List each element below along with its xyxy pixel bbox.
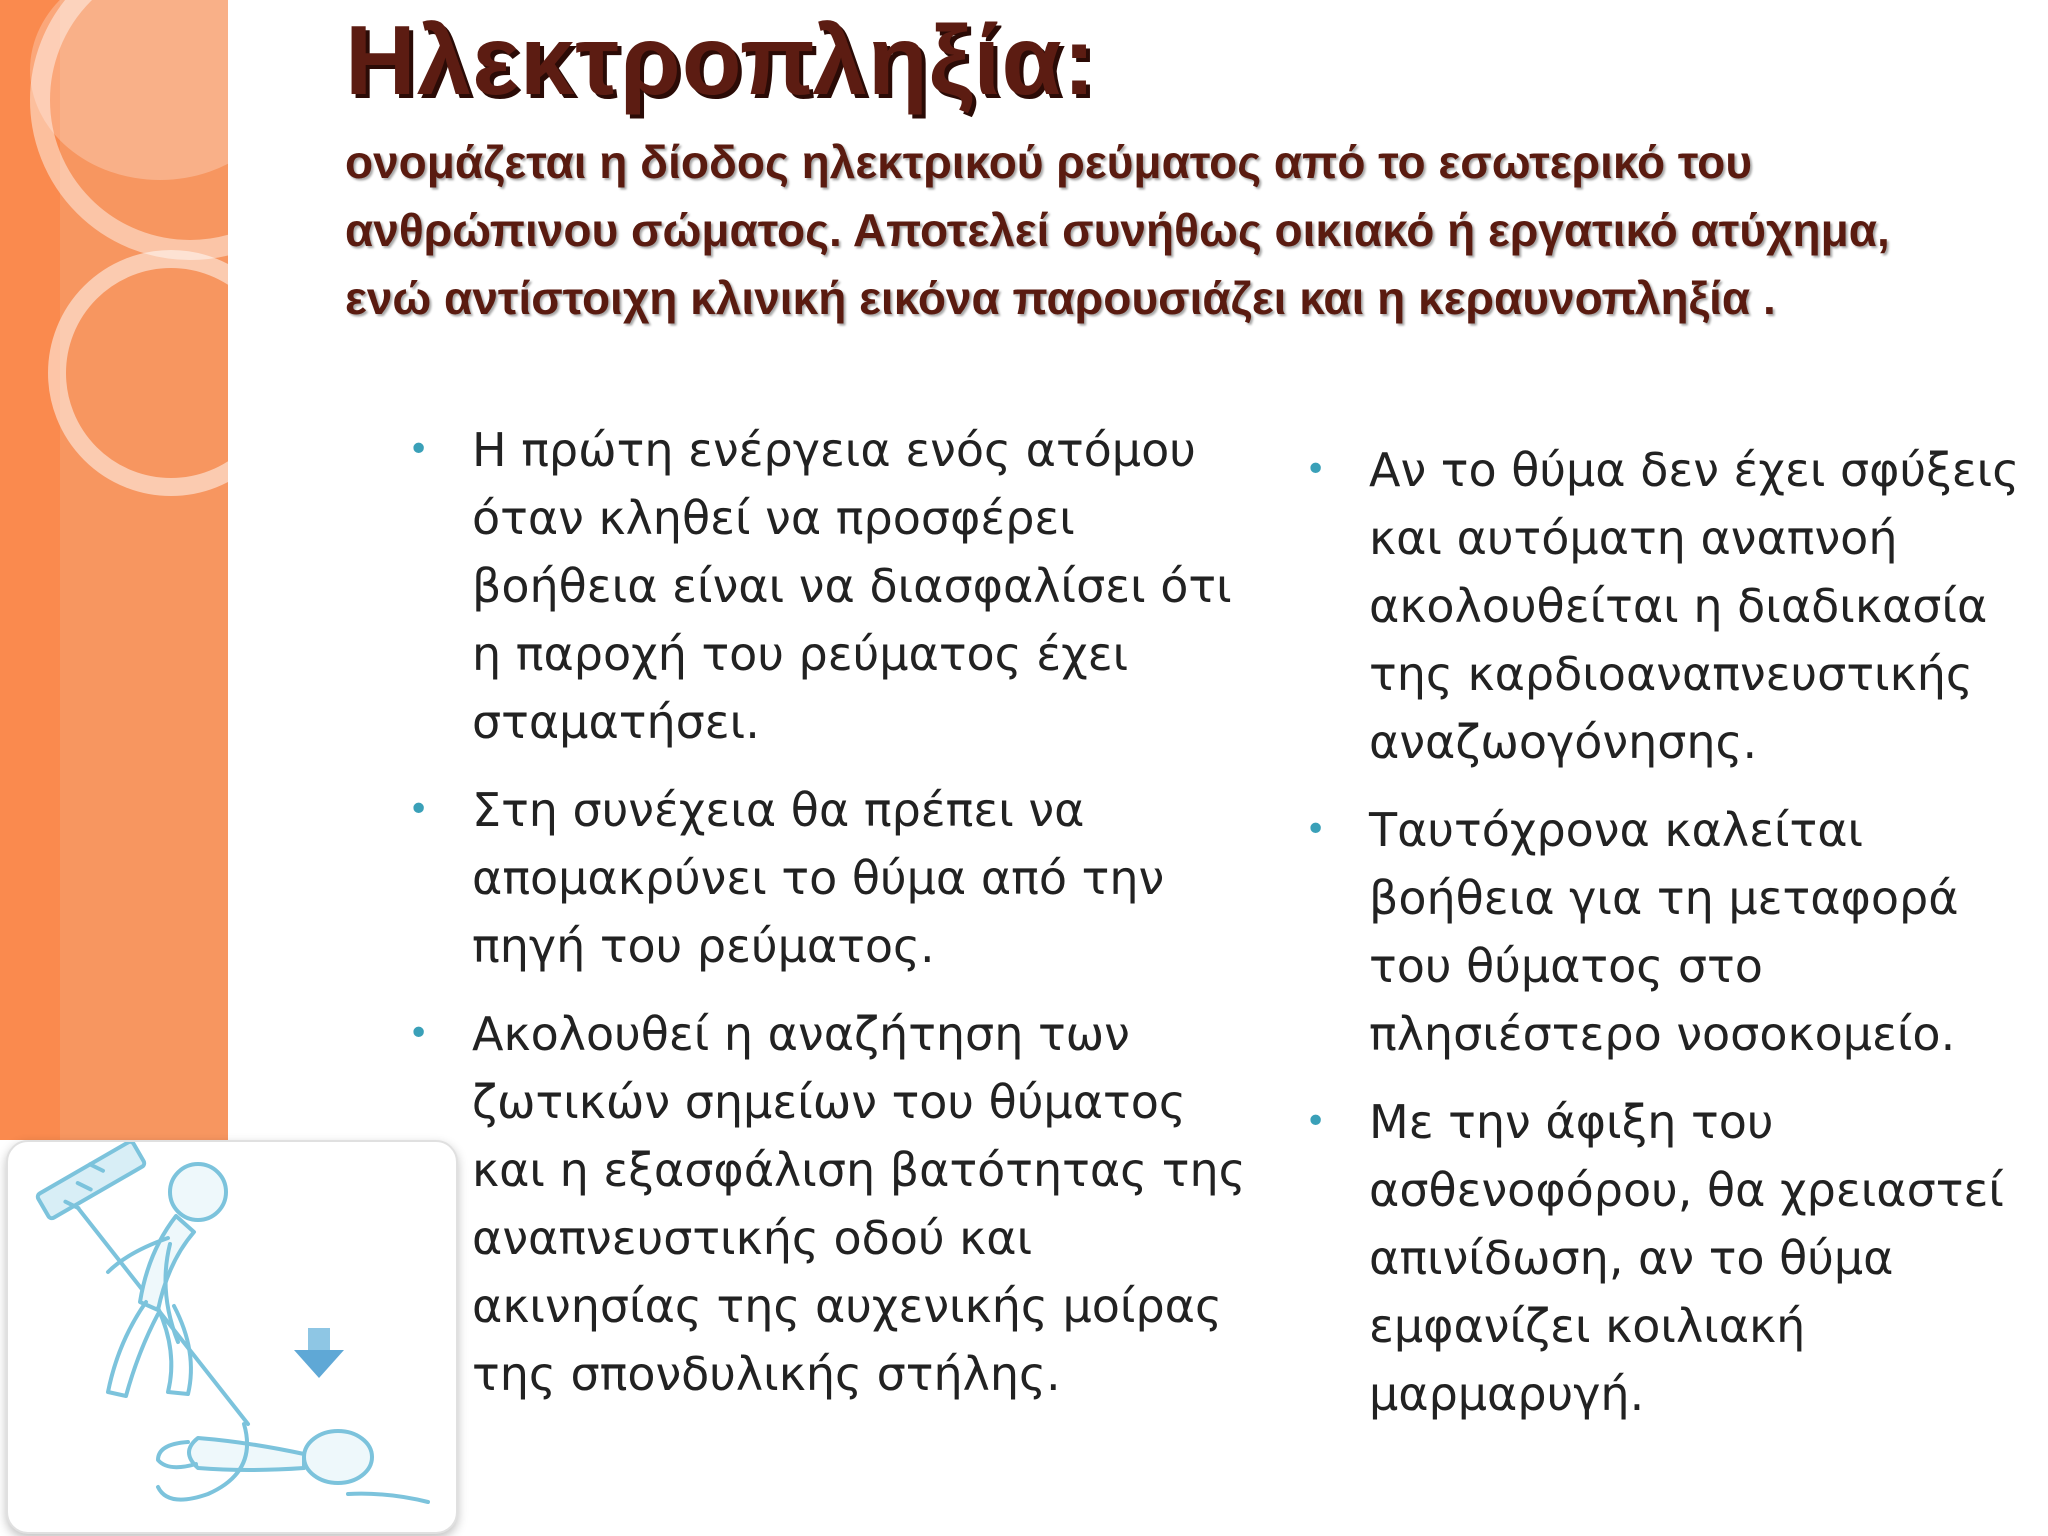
down-arrow-icon: [294, 1328, 344, 1378]
bullet-icon: •: [408, 1013, 430, 1054]
bullet-icon: •: [1305, 1101, 1327, 1142]
list-item: [1305, 796, 2048, 1068]
bullet-text: Στη συνέχεια θα πρέπει να απομακρύνει το θύμα από την πηγή του ρεύματος.: [472, 783, 1165, 973]
slide-title: Ηλεκτροπληξία:: [345, 5, 1097, 115]
list-item: [1305, 436, 2048, 776]
bullet-text: Αν το θύμα δεν έχει σφύξεις και αυτόματη αναπνοή ακολουθείται η διαδικασία της καρδιοαναπνευστικής αναζωογόνησης.: [1369, 443, 2020, 769]
bullet-icon: •: [408, 429, 430, 470]
intro-text: ονομάζεται η δίοδος ηλεκτρικού ρεύματος από το εσωτερικό του ανθρώπινου σώματος. Αποτελεί συνήθως οικιακό ή εργατικό ατύχημα, ενώ αντίστοιχη κλινική εικόνα παρουσιάζει και η κεραυνοπληξία .: [345, 136, 1890, 324]
bullet-icon: •: [408, 789, 430, 830]
list-item: [408, 1000, 1268, 1408]
bullet-text: Ακολουθεί η αναζήτηση των ζωτικών σημείων του θύματος και η εξασφάλιση βατότητας της αναπνευστικής οδού και ακινησίας της αυχενικής μοίρας της σπονδυλικής στήλης.: [472, 1007, 1246, 1401]
bullet-text: Ταυτόχρονα καλείται βοήθεια για τη μεταφορά του θύματος στο πλησιέστερο νοσοκομείο.: [1369, 803, 1959, 1061]
decorative-ring-middle: [48, 250, 228, 496]
bullet-icon: •: [1305, 809, 1327, 850]
right-bullet-list: [1305, 436, 2048, 1448]
left-bullet-list: [408, 416, 1268, 1428]
list-item: [1305, 1088, 2048, 1428]
list-item: [408, 776, 1268, 980]
bullet-text: Η πρώτη ενέργεια ενός ατόμου όταν κληθεί να προσφέρει βοήθεια είναι να διασφαλίσει ότι η παροχή του ρεύματος έχει σταματήσει.: [472, 423, 1232, 749]
list-item: [408, 416, 1268, 756]
decorative-sidebar: [0, 0, 228, 1140]
bullet-icon: •: [1305, 449, 1327, 490]
bullet-text: Με την άφιξη του ασθενοφόρου, θα χρειαστεί απινίδωση, αν το θύμα εμφανίζει κοιλιακή μαρμαρυγή.: [1369, 1095, 2004, 1421]
rescue-illustration: [6, 1140, 458, 1534]
rescue-figure-icon: [8, 1142, 456, 1532]
